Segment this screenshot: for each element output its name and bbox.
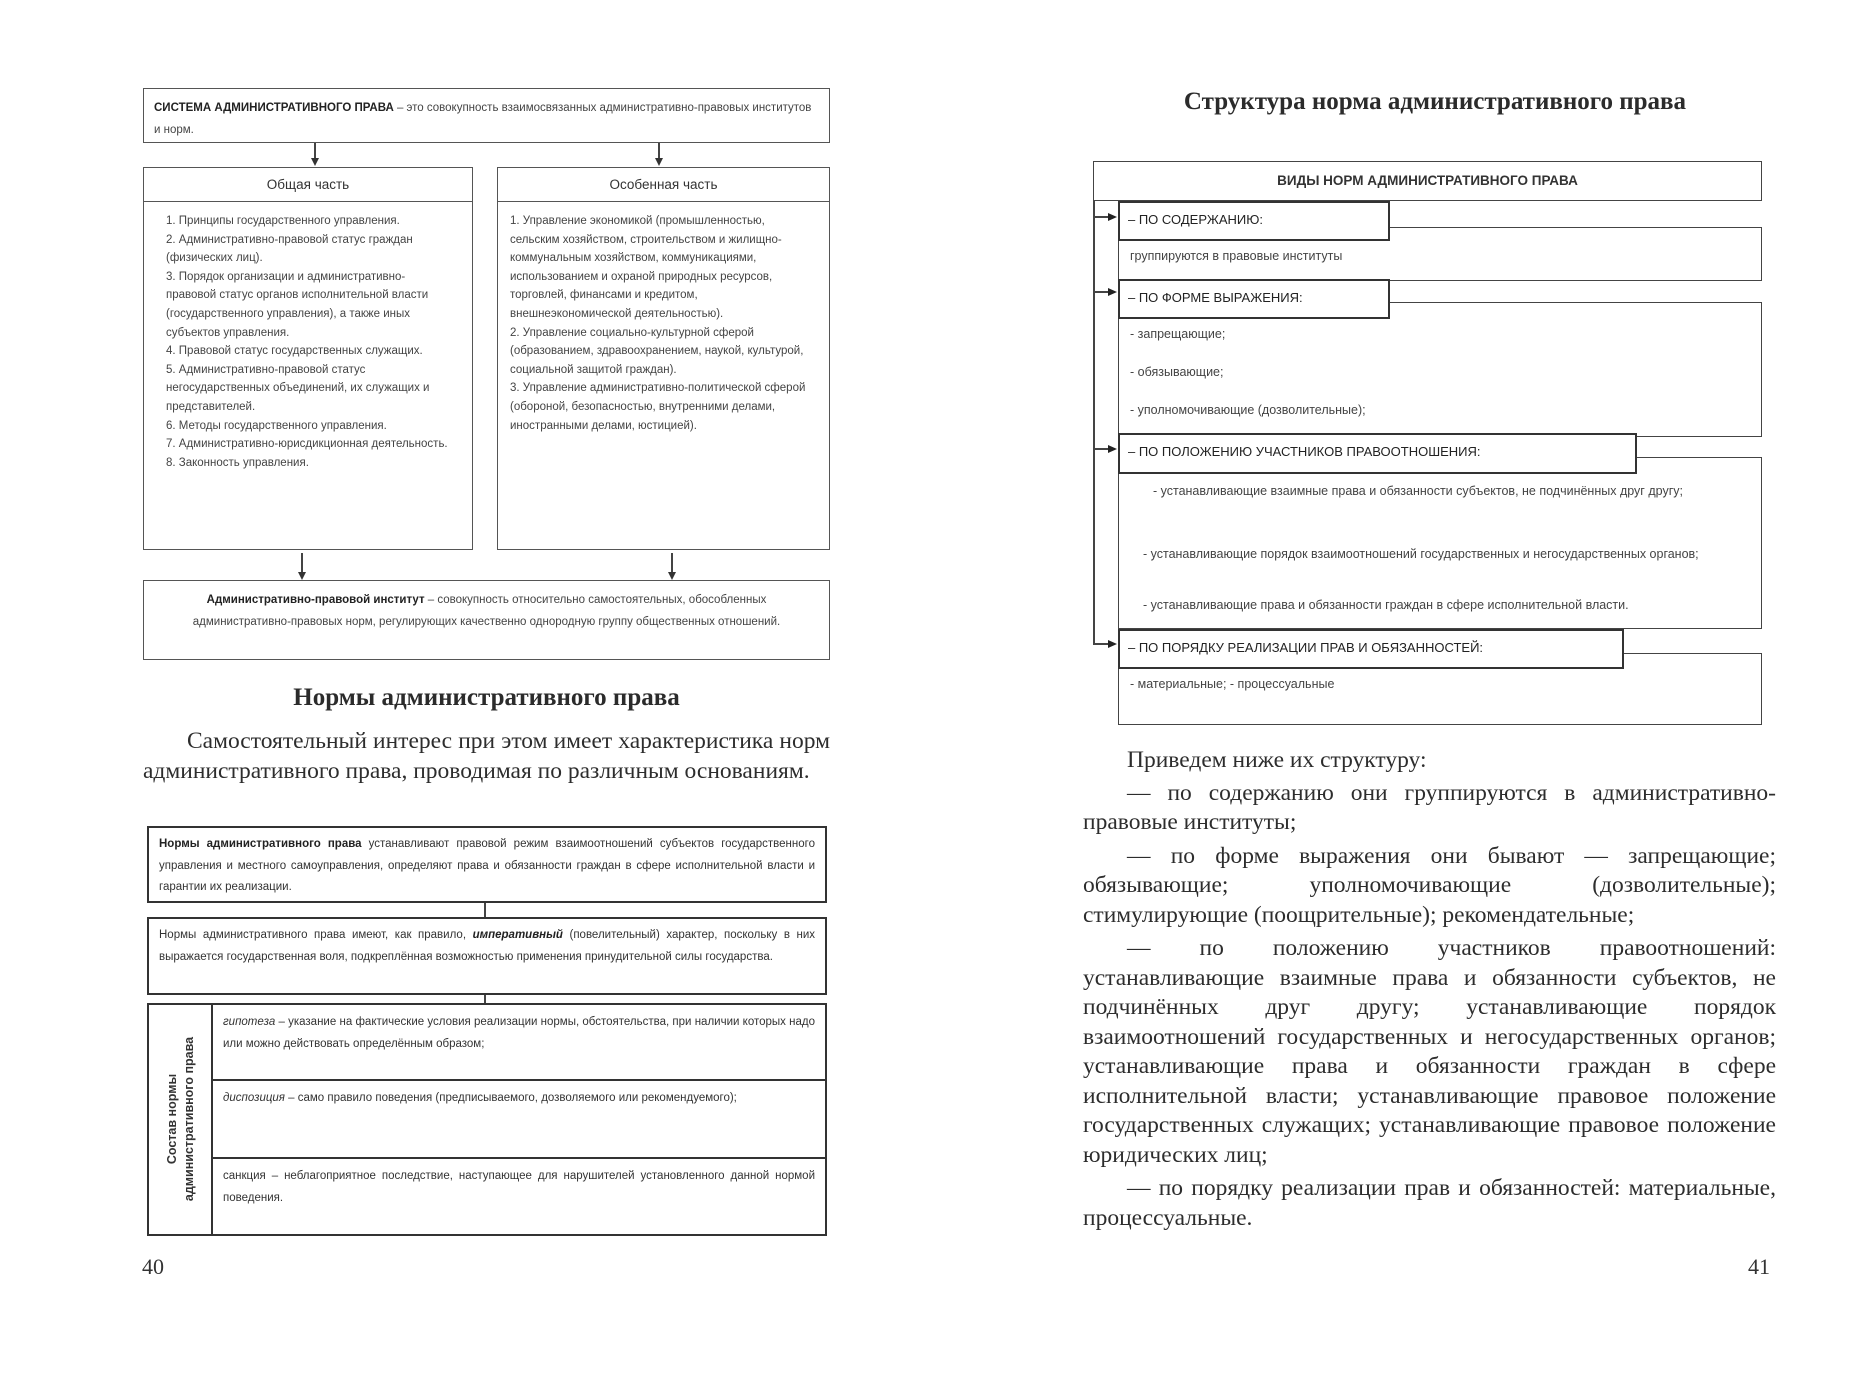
norm-composition-table	[147, 1003, 827, 1236]
section-heading: Структура норма административного права	[1183, 88, 1687, 115]
composition-side-label	[149, 1005, 213, 1234]
system-term: СИСТЕМА АДМИНИСТРАТИВНОГО ПРАВА	[154, 102, 394, 114]
section-heading: Нормы административного права	[293, 684, 680, 711]
institute-term: Административно-правовой институт	[206, 594, 425, 606]
arrow-down-icon	[298, 572, 306, 580]
connector-line	[484, 903, 486, 917]
arrow-right-icon	[1108, 640, 1117, 648]
arrow-right-icon	[1108, 288, 1117, 296]
category-item: - материальные; - процессуальные	[1130, 677, 1335, 691]
category-item: - обязывающие;	[1130, 365, 1224, 379]
connector-line	[658, 143, 660, 158]
connector-line	[314, 143, 316, 158]
side-label-line2: административного права	[182, 1036, 196, 1202]
composition-row-disposition	[213, 1081, 825, 1159]
paragraph: — по форме выражения они бывают — запрещающие; обязывающие; уполномочивающие (дозволительные); стимулирующие (поощрительные); рекомендательные;	[1083, 842, 1776, 928]
connector-line	[484, 995, 486, 1003]
general-part-box	[143, 167, 473, 550]
intro-paragraph: Самостоятельный интерес при этом имеет характеристика норм административного права, проводимая по различным основаниям.	[143, 728, 830, 784]
category-item: группируются в правовые институты	[1130, 249, 1343, 263]
list-item: 1. Принципы государственного управления.	[166, 215, 400, 227]
general-part-title: Общая часть	[144, 168, 472, 202]
row-definition: – неблагоприятное последствие, наступающее для нарушителей установленного данной нормой поведения.	[223, 1170, 815, 1204]
norms-definition-box	[147, 826, 827, 903]
row-term: гипотеза	[223, 1016, 276, 1028]
composition-row-sanction	[213, 1159, 825, 1234]
category-item: - устанавливающие порядок взаимоотношений государственных и негосударственных органов;	[1143, 547, 1699, 561]
list-item: 3. Управление административно-политической сферой (обороной, безопасностью, внутренними делами, иностранными делами, юстицией).	[510, 382, 806, 432]
paragraph: Приведем ниже их структуру:	[1127, 747, 1427, 773]
arrow-down-icon	[668, 572, 676, 580]
connector-line	[301, 553, 303, 574]
general-part-list	[144, 202, 472, 472]
imperative-text-before: Нормы административного права имеют, как правило,	[159, 929, 473, 941]
list-item: 2. Управление социально-культурной сферой (образованием, здравоохранением, наукой, культурой, социальной защитой граждан).	[510, 326, 804, 376]
connector-line	[1093, 216, 1109, 218]
institute-definition-box	[143, 580, 830, 660]
diagram-spine-line	[1093, 201, 1095, 644]
imperative-emphasis: императивный	[472, 929, 563, 941]
list-item: 7. Административно-юрисдикционная деятельность.	[166, 438, 448, 451]
list-item: 2. Административно-правовой статус граждан (физических лиц).	[166, 233, 413, 265]
imperative-text-after: (повелительный) характер, поскольку в них выражается государственная воля, подкреплённая возможностью применения принудительной силы государства.	[159, 929, 816, 963]
category-item: - запрещающие;	[1130, 327, 1226, 341]
connector-line	[1093, 291, 1109, 293]
imperative-box	[147, 917, 827, 995]
list-item: 5. Административно-правовой статус негосударственных объединений, их служащих и представителей.	[166, 363, 430, 413]
side-label-line1: Состав нормы	[165, 1073, 179, 1165]
paragraph: — по содержанию они группируются в административно-правовые институты;	[1083, 779, 1776, 835]
types-diagram-title: ВИДЫ НОРМ АДМИНИСТРАТИВНОГО ПРАВА	[1093, 161, 1762, 201]
connector-line	[1093, 448, 1109, 450]
arrow-right-icon	[1108, 213, 1117, 221]
arrow-down-icon	[311, 158, 319, 166]
arrow-right-icon	[1108, 445, 1117, 453]
row-term: диспозиция	[223, 1092, 285, 1104]
row-definition: – само правило поведения (предписываемого, дозволяемого или рекомендуемого);	[284, 1092, 737, 1104]
special-part-title: Особенная часть	[498, 168, 829, 202]
category-label-box: – ПО ПОЛОЖЕНИЮ УЧАСТНИКОВ ПРАВООТНОШЕНИЯ:	[1118, 433, 1637, 474]
institute-definition: – совокупность относительно самостоятельных, обособленных административно-правовых норм, регулирующих качественно однородную группу общественных отношений.	[192, 594, 781, 628]
norms-term: Нормы административного права	[159, 838, 362, 850]
paragraph: — по положению участников правоотношений: устанавливающие взаимные права и обязанности субъектов, не подчинённых друг другу; устанавливающие порядок взаимоотношений государственных и негосударственных органов; устанавливающие права и обязанности граждан в сфере исполнительной власти; устанавливающие правовое положение государственных служащих; устанавливающие правовое положение юридических лиц;	[1083, 935, 1776, 1168]
page-number: 41	[1748, 1254, 1770, 1279]
category-item: - уполномочивающие (дозволительные);	[1130, 403, 1366, 417]
category-label-box: – ПО ПОРЯДКУ РЕАЛИЗАЦИИ ПРАВ И ОБЯЗАННОСТЕЙ:	[1118, 629, 1624, 669]
category-item: - устанавливающие права и обязанности граждан в сфере исполнительной власти.	[1143, 598, 1629, 612]
list-item: 8. Законность управления.	[166, 456, 309, 469]
system-definition: – это совокупность взаимосвязанных административно-правовых институтов и норм.	[154, 102, 812, 136]
body-text	[1083, 746, 1776, 1233]
norms-definition: устанавливают правовой режим взаимоотношений субъектов государственного управления и местного самоуправления, определяют права и обязанности граждан в сфере исполнительной власти и гарантии их реализации.	[159, 838, 815, 893]
list-item: 6. Методы государственного управления.	[166, 419, 387, 432]
connector-line	[1093, 643, 1109, 645]
list-item: 1. Управление экономикой (промышленностью, сельским хозяйством, строительством и жилищно-коммунальным хозяйством, коммуникациями, использованием и охраной природных ресурсов, торговлей, финансами и кредитом, внешнеэкономической деятельностью).	[510, 215, 782, 320]
category-label-box: – ПО СОДЕРЖАНИЮ:	[1118, 201, 1390, 241]
system-definition-box	[143, 88, 830, 143]
special-part-box	[497, 167, 830, 550]
category-label-box: – ПО ФОРМЕ ВЫРАЖЕНИЯ:	[1118, 279, 1390, 319]
row-term: санкция	[223, 1170, 266, 1182]
arrow-down-icon	[655, 158, 663, 166]
page-number: 40	[142, 1254, 164, 1279]
special-part-list	[498, 202, 829, 435]
paragraph: — по порядку реализации прав и обязанностей: материальные, процессуальные.	[1083, 1175, 1776, 1231]
list-item: 3. Порядок организации и административно-правовой статус органов исполнительной власти (государственного управления), а также иных субъектов управления.	[166, 270, 429, 339]
composition-row-hypothesis	[213, 1005, 825, 1081]
connector-line	[671, 553, 673, 574]
list-item: 4. Правовой статус государственных служащих.	[166, 345, 423, 358]
category-item: - устанавливающие взаимные права и обязанности субъектов, не подчинённых друг другу;	[1153, 484, 1683, 498]
row-definition: – указание на фактические условия реализации нормы, обстоятельства, при наличии которых надо или можно действовать определённым образом;	[223, 1016, 815, 1050]
